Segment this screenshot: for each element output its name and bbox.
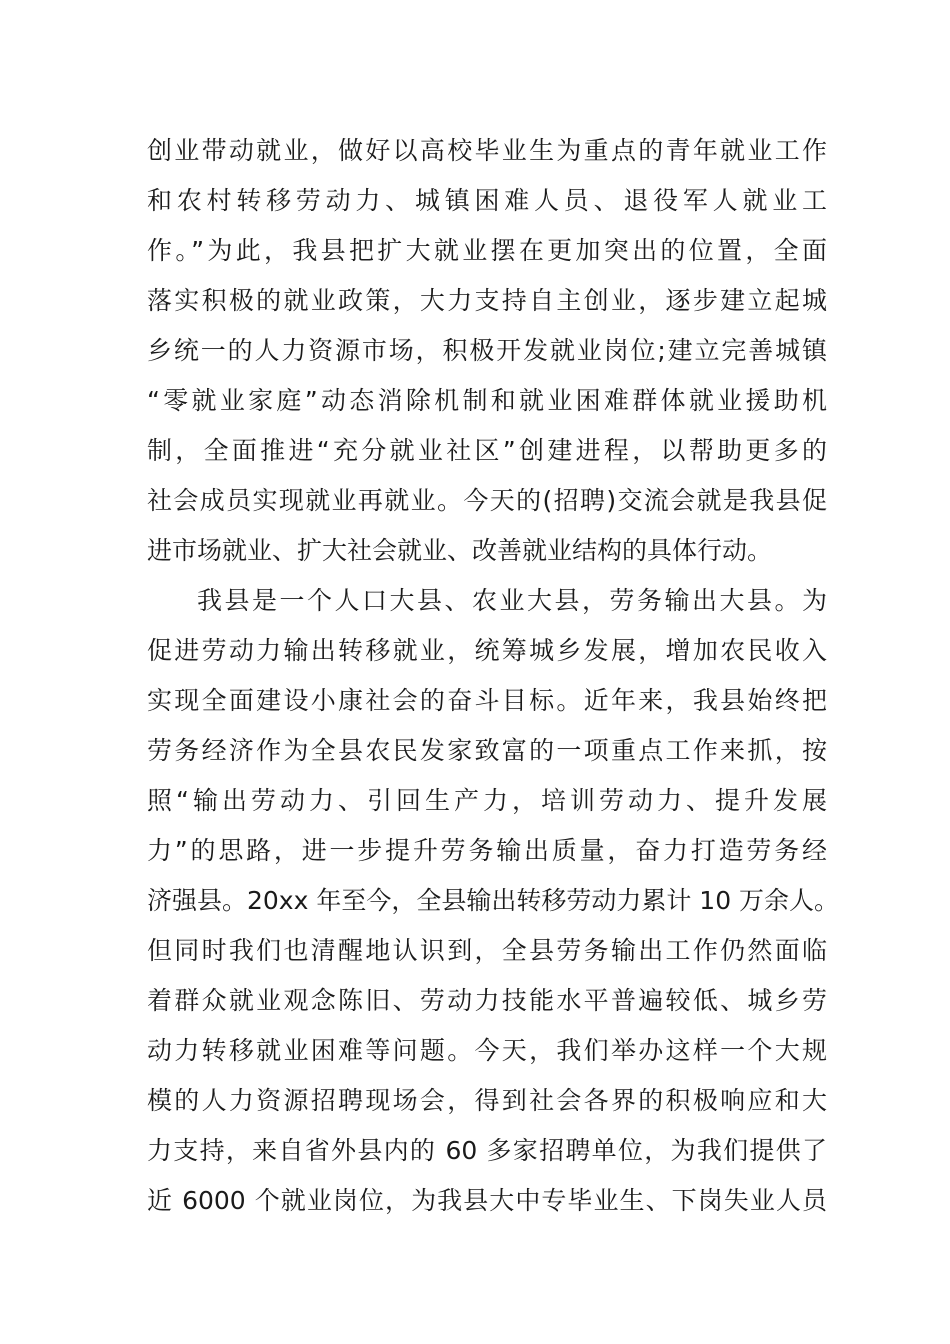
text-line: 劳务经济作为全县农民发家致富的一项重点工作来抓，按 xyxy=(147,736,827,765)
text-line: 创业带动就业，做好以高校毕业生为重点的青年就业工作 xyxy=(147,136,827,165)
text-line: 实现全面建设小康社会的奋斗目标。近年来，我县始终把 xyxy=(147,686,827,715)
text-line: 制，全面推进“充分就业社区”创建进程，以帮助更多的 xyxy=(147,436,827,465)
text-line: “零就业家庭”动态消除机制和就业困难群体就业援助机 xyxy=(147,386,827,415)
text-line: 力支持，来自省外县内的 60 多家招聘单位，为我们提供了 xyxy=(147,1136,827,1165)
text-line: 着群众就业观念陈旧、劳动力技能水平普遍较低、城乡劳 xyxy=(147,986,827,1015)
text-line: 动力转移就业困难等问题。今天，我们举办这样一个大规 xyxy=(147,1036,827,1065)
paragraph-first-line: 我县是一个人口大县、农业大县，劳务输出大县。为 xyxy=(197,586,827,615)
text-line: 力”的思路，进一步提升劳务输出质量，奋力打造劳务经 xyxy=(147,836,827,865)
text-line: 乡统一的人力资源市场，积极开发就业岗位;建立完善城镇 xyxy=(147,336,827,365)
text-line: 进市场就业、扩大社会就业、改善就业结构的具体行动。 xyxy=(147,536,773,565)
text-line: 社会成员实现就业再就业。今天的(招聘)交流会就是我县促 xyxy=(147,486,827,515)
text-line: 济强县。20xx 年至今，全县输出转移劳动力累计 10 万余人。 xyxy=(147,886,840,915)
text-line: 作。”为此，我县把扩大就业摆在更加突出的位置，全面 xyxy=(147,236,827,265)
text-line: 但同时我们也清醒地认识到，全县劳务输出工作仍然面临 xyxy=(147,936,827,965)
text-line: 促进劳动力输出转移就业，统筹城乡发展，增加农民收入 xyxy=(147,636,827,665)
text-line: 和农村转移劳动力、城镇困难人员、退役军人就业工 xyxy=(147,186,827,215)
text-line: 照“输出劳动力、引回生产力，培训劳动力、提升发展 xyxy=(147,786,827,815)
text-line: 落实积极的就业政策，大力支持自主创业，逐步建立起城 xyxy=(147,286,827,315)
text-line: 模的人力资源招聘现场会，得到社会各界的积极响应和大 xyxy=(147,1086,827,1115)
text-line: 近 6000 个就业岗位，为我县大中专毕业生、下岗失业人员 xyxy=(147,1186,827,1215)
